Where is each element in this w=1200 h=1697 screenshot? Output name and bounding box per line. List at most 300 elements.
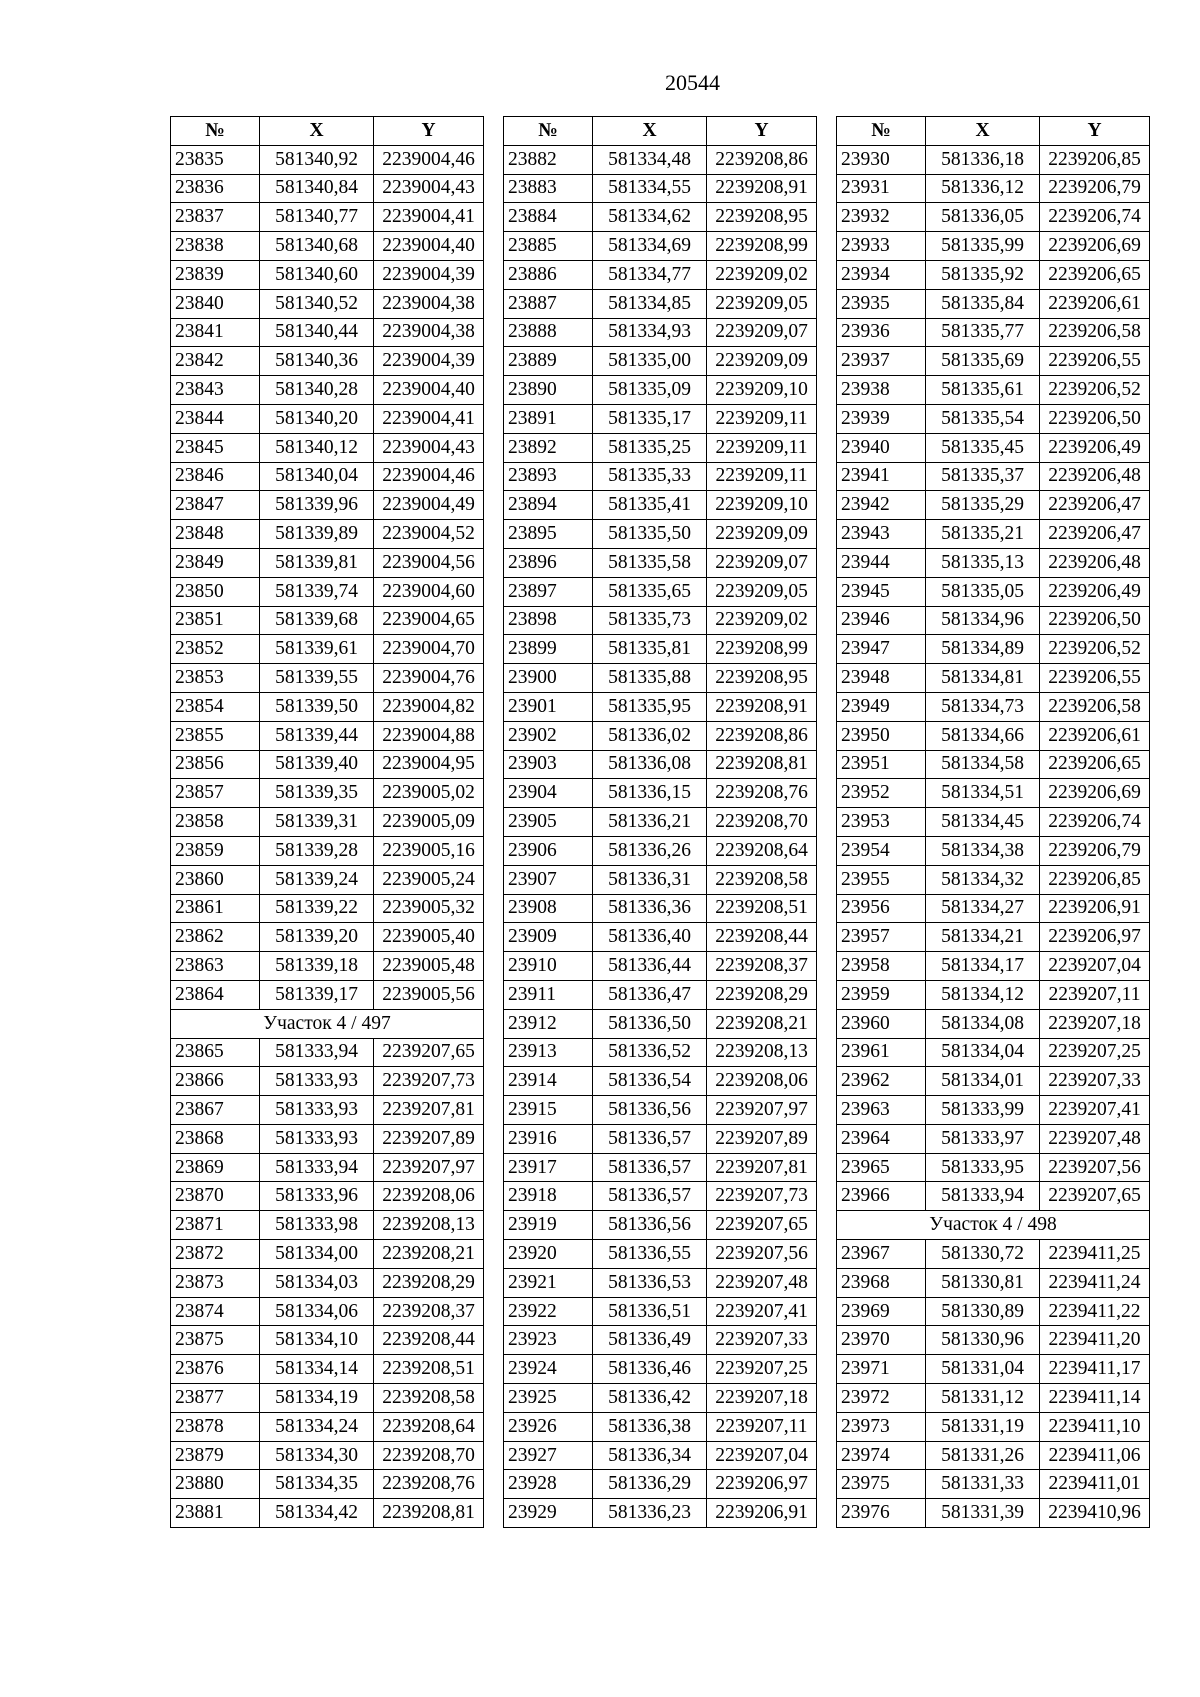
point-number: 23880: [171, 1470, 260, 1499]
point-number: 23940: [837, 433, 926, 462]
coord-x: 581333,94: [926, 1182, 1040, 1211]
point-number: 23861: [171, 894, 260, 923]
table-row: [171, 433, 484, 462]
coord-x: 581331,39: [926, 1499, 1040, 1528]
coord-x: 581335,65: [593, 577, 707, 606]
table-row: [837, 1009, 1150, 1038]
coord-x: 581334,27: [926, 894, 1040, 923]
coord-x: 581334,93: [593, 318, 707, 347]
table-row: [171, 750, 484, 779]
coord-y: 2239206,61: [1040, 289, 1150, 318]
table-row: [171, 606, 484, 635]
coord-y: 2239004,40: [374, 376, 484, 405]
coord-x: 581334,35: [260, 1470, 374, 1499]
coord-x: 581336,34: [593, 1441, 707, 1470]
table-row: [837, 1153, 1150, 1182]
table-row: [504, 548, 817, 577]
table-row: [504, 1182, 817, 1211]
point-number: 23961: [837, 1038, 926, 1067]
table-row: [504, 433, 817, 462]
point-number: 23936: [837, 318, 926, 347]
coord-x: 581336,05: [926, 203, 1040, 232]
point-number: 23844: [171, 404, 260, 433]
table-row: [837, 548, 1150, 577]
point-number: 23847: [171, 491, 260, 520]
table-row: [171, 980, 484, 1009]
coord-y: 2239206,69: [1040, 779, 1150, 808]
table-row: [504, 232, 817, 261]
coord-y: 2239206,69: [1040, 232, 1150, 261]
table-row: [504, 1211, 817, 1240]
point-number: 23958: [837, 952, 926, 981]
point-number: 23884: [504, 203, 593, 232]
coord-x: 581334,06: [260, 1297, 374, 1326]
table-row: [837, 808, 1150, 837]
point-number: 23965: [837, 1153, 926, 1182]
table-row: [504, 606, 817, 635]
point-number: 23927: [504, 1441, 593, 1470]
point-number: 23902: [504, 721, 593, 750]
point-number: 23921: [504, 1268, 593, 1297]
coord-y: 2239206,50: [1040, 606, 1150, 635]
coord-x: 581333,94: [260, 1153, 374, 1182]
point-number: 23942: [837, 491, 926, 520]
point-number: 23874: [171, 1297, 260, 1326]
coord-y: 2239207,48: [1040, 1124, 1150, 1153]
coord-x: 581334,19: [260, 1384, 374, 1413]
coord-y: 2239208,44: [374, 1326, 484, 1355]
coord-x: 581334,55: [593, 174, 707, 203]
point-number: 23903: [504, 750, 593, 779]
coord-y: 2239411,10: [1040, 1412, 1150, 1441]
coord-x: 581336,18: [926, 145, 1040, 174]
table-row: [504, 1096, 817, 1125]
point-number: 23910: [504, 952, 593, 981]
coord-x: 581336,21: [593, 808, 707, 837]
point-number: 23867: [171, 1096, 260, 1125]
coord-x: 581334,66: [926, 721, 1040, 750]
coord-y: 2239208,51: [374, 1355, 484, 1384]
point-number: 23969: [837, 1297, 926, 1326]
coord-x: 581334,85: [593, 289, 707, 318]
coord-y: 2239208,99: [707, 232, 817, 261]
table-row: [171, 1153, 484, 1182]
coord-y: 2239005,56: [374, 980, 484, 1009]
coord-y: 2239208,29: [374, 1268, 484, 1297]
table-row: [837, 635, 1150, 664]
coord-x: 581340,84: [260, 174, 374, 203]
coord-y: 2239207,56: [1040, 1153, 1150, 1182]
coord-x: 581334,21: [926, 923, 1040, 952]
table-row: [837, 174, 1150, 203]
table-row: [837, 203, 1150, 232]
coord-x: 581336,51: [593, 1297, 707, 1326]
table-row: [504, 1240, 817, 1269]
coord-y: 2239005,02: [374, 779, 484, 808]
table-row: [837, 1038, 1150, 1067]
point-number: 23859: [171, 836, 260, 865]
table-row: [171, 952, 484, 981]
coord-x: 581333,99: [926, 1096, 1040, 1125]
coord-x: 581334,69: [593, 232, 707, 261]
point-number: 23845: [171, 433, 260, 462]
coord-x: 581336,54: [593, 1067, 707, 1096]
table-row: [171, 462, 484, 491]
section-title: Участок 4 / 498: [837, 1211, 1150, 1240]
coord-y: 2239209,05: [707, 577, 817, 606]
point-number: 23907: [504, 865, 593, 894]
point-number: 23956: [837, 894, 926, 923]
point-number: 23972: [837, 1384, 926, 1413]
table-row: [504, 1009, 817, 1038]
coord-x: 581334,10: [260, 1326, 374, 1355]
table-row: [504, 923, 817, 952]
table-row: [837, 1355, 1150, 1384]
coord-x: 581334,77: [593, 260, 707, 289]
coord-y: 2239206,49: [1040, 433, 1150, 462]
coord-y: 2239206,49: [1040, 577, 1150, 606]
coord-x: 581333,94: [260, 1038, 374, 1067]
coord-y: 2239004,56: [374, 548, 484, 577]
coord-y: 2239208,76: [374, 1470, 484, 1499]
table-row: [171, 260, 484, 289]
coord-x: 581336,12: [926, 174, 1040, 203]
point-number: 23871: [171, 1211, 260, 1240]
point-number: 23930: [837, 145, 926, 174]
point-number: 23919: [504, 1211, 593, 1240]
point-number: 23929: [504, 1499, 593, 1528]
table-row: [171, 1124, 484, 1153]
point-number: 23889: [504, 347, 593, 376]
coord-y: 2239209,10: [707, 376, 817, 405]
coord-x: 581335,73: [593, 606, 707, 635]
table-header-row: [171, 117, 484, 146]
coord-y: 2239207,65: [1040, 1182, 1150, 1211]
point-number: 23895: [504, 520, 593, 549]
table-row: [837, 664, 1150, 693]
coord-x: 581334,04: [926, 1038, 1040, 1067]
table-row: [837, 1268, 1150, 1297]
coord-y: 2239208,95: [707, 664, 817, 693]
table-row: [504, 750, 817, 779]
coord-y: 2239207,04: [1040, 952, 1150, 981]
coord-x: 581340,20: [260, 404, 374, 433]
coord-x: 581335,81: [593, 635, 707, 664]
table-row: [504, 808, 817, 837]
coord-x: 581334,32: [926, 865, 1040, 894]
coord-x: 581339,40: [260, 750, 374, 779]
table-row: [171, 635, 484, 664]
coord-y: 2239207,73: [707, 1182, 817, 1211]
header-y: Y: [1040, 117, 1150, 146]
coord-x: 581339,61: [260, 635, 374, 664]
coord-y: 2239207,25: [1040, 1038, 1150, 1067]
table-row: [837, 923, 1150, 952]
table-row: [837, 433, 1150, 462]
coord-x: 581331,04: [926, 1355, 1040, 1384]
coordinates-table-3: [836, 116, 1150, 1528]
point-number: 23898: [504, 606, 593, 635]
coord-y: 2239004,38: [374, 289, 484, 318]
coord-x: 581339,18: [260, 952, 374, 981]
point-number: 23840: [171, 289, 260, 318]
table-row: [504, 1499, 817, 1528]
table-row: [504, 289, 817, 318]
header-number: №: [171, 117, 260, 146]
coord-x: 581339,24: [260, 865, 374, 894]
table-row: [504, 894, 817, 923]
coord-x: 581340,04: [260, 462, 374, 491]
table-row: [171, 1067, 484, 1096]
coord-y: 2239206,97: [707, 1470, 817, 1499]
table-row: [171, 145, 484, 174]
point-number: 23925: [504, 1384, 593, 1413]
point-number: 23870: [171, 1182, 260, 1211]
coord-x: 581333,93: [260, 1124, 374, 1153]
coord-x: 581336,29: [593, 1470, 707, 1499]
coord-x: 581335,00: [593, 347, 707, 376]
table-row: [171, 692, 484, 721]
table-row: [504, 1124, 817, 1153]
point-number: 23923: [504, 1326, 593, 1355]
table-row: [837, 1240, 1150, 1269]
point-number: 23924: [504, 1355, 593, 1384]
coord-x: 581339,81: [260, 548, 374, 577]
coord-x: 581331,33: [926, 1470, 1040, 1499]
coord-y: 2239209,09: [707, 520, 817, 549]
coord-y: 2239411,17: [1040, 1355, 1150, 1384]
point-number: 23909: [504, 923, 593, 952]
coord-y: 2239208,37: [707, 952, 817, 981]
table-row: [837, 1326, 1150, 1355]
table-row: [171, 174, 484, 203]
point-number: 23868: [171, 1124, 260, 1153]
coordinates-table-2: [503, 116, 817, 1528]
coord-y: 2239005,32: [374, 894, 484, 923]
coord-x: 581336,23: [593, 1499, 707, 1528]
coord-x: 581339,17: [260, 980, 374, 1009]
coord-y: 2239206,48: [1040, 548, 1150, 577]
coord-y: 2239208,81: [707, 750, 817, 779]
coord-x: 581336,57: [593, 1124, 707, 1153]
point-number: 23897: [504, 577, 593, 606]
point-number: 23877: [171, 1384, 260, 1413]
point-number: 23873: [171, 1268, 260, 1297]
table-row: [837, 404, 1150, 433]
table-row: [837, 952, 1150, 981]
coord-x: 581334,42: [260, 1499, 374, 1528]
coord-y: 2239208,58: [707, 865, 817, 894]
coord-y: 2239004,43: [374, 174, 484, 203]
coord-y: 2239207,89: [707, 1124, 817, 1153]
coord-x: 581340,92: [260, 145, 374, 174]
coord-x: 581335,99: [926, 232, 1040, 261]
point-number: 23912: [504, 1009, 593, 1038]
point-number: 23855: [171, 721, 260, 750]
coord-y: 2239206,85: [1040, 865, 1150, 894]
coord-x: 581335,77: [926, 318, 1040, 347]
coord-y: 2239411,25: [1040, 1240, 1150, 1269]
table-row: [837, 692, 1150, 721]
coord-y: 2239206,97: [1040, 923, 1150, 952]
point-number: 23896: [504, 548, 593, 577]
coord-y: 2239208,64: [707, 836, 817, 865]
coord-y: 2239207,25: [707, 1355, 817, 1384]
point-number: 23848: [171, 520, 260, 549]
coord-y: 2239209,11: [707, 462, 817, 491]
coord-y: 2239209,09: [707, 347, 817, 376]
point-number: 23866: [171, 1067, 260, 1096]
table-row: [504, 1441, 817, 1470]
point-number: 23838: [171, 232, 260, 261]
point-number: 23863: [171, 952, 260, 981]
coord-y: 2239206,52: [1040, 635, 1150, 664]
point-number: 23932: [837, 203, 926, 232]
coord-y: 2239207,18: [1040, 1009, 1150, 1038]
point-number: 23850: [171, 577, 260, 606]
coord-y: 2239208,91: [707, 692, 817, 721]
table-row: [837, 491, 1150, 520]
table-row: [171, 520, 484, 549]
coord-x: 581333,93: [260, 1067, 374, 1096]
coord-x: 581340,12: [260, 433, 374, 462]
point-number: 23955: [837, 865, 926, 894]
point-number: 23904: [504, 779, 593, 808]
table-row: [837, 1470, 1150, 1499]
coord-x: 581335,61: [926, 376, 1040, 405]
point-number: 23901: [504, 692, 593, 721]
coord-y: 2239411,06: [1040, 1441, 1150, 1470]
coord-y: 2239207,33: [1040, 1067, 1150, 1096]
point-number: 23883: [504, 174, 593, 203]
coord-x: 581335,29: [926, 491, 1040, 520]
point-number: 23948: [837, 664, 926, 693]
table-row: [837, 1124, 1150, 1153]
point-number: 23857: [171, 779, 260, 808]
point-number: 23852: [171, 635, 260, 664]
table-row: [171, 779, 484, 808]
table-row: [837, 232, 1150, 261]
coord-x: 581335,25: [593, 433, 707, 462]
coord-x: 581339,44: [260, 721, 374, 750]
table-row: [171, 491, 484, 520]
point-number: 23893: [504, 462, 593, 491]
table-row: [504, 1470, 817, 1499]
table-row: [837, 980, 1150, 1009]
coord-x: 581336,53: [593, 1268, 707, 1297]
coord-y: 2239206,52: [1040, 376, 1150, 405]
coord-y: 2239208,44: [707, 923, 817, 952]
coord-y: 2239209,07: [707, 548, 817, 577]
coord-y: 2239207,73: [374, 1067, 484, 1096]
table-row: [504, 145, 817, 174]
table-row: [171, 1441, 484, 1470]
point-number: 23879: [171, 1441, 260, 1470]
coord-y: 2239005,40: [374, 923, 484, 952]
table-row: [504, 664, 817, 693]
coord-y: 2239208,13: [707, 1038, 817, 1067]
table-row: [171, 865, 484, 894]
table-row: [837, 1384, 1150, 1413]
coord-x: 581333,98: [260, 1211, 374, 1240]
point-number: 23885: [504, 232, 593, 261]
table-row: [171, 1297, 484, 1326]
point-number: 23906: [504, 836, 593, 865]
coord-y: 2239004,95: [374, 750, 484, 779]
table-row: [837, 779, 1150, 808]
coord-x: 581339,50: [260, 692, 374, 721]
coord-x: 581335,54: [926, 404, 1040, 433]
coord-x: 581336,55: [593, 1240, 707, 1269]
coord-y: 2239209,07: [707, 318, 817, 347]
coord-x: 581336,40: [593, 923, 707, 952]
coord-x: 581331,12: [926, 1384, 1040, 1413]
coord-y: 2239207,89: [374, 1124, 484, 1153]
point-number: 23860: [171, 865, 260, 894]
table-row: [171, 232, 484, 261]
header-number: №: [504, 117, 593, 146]
point-number: 23937: [837, 347, 926, 376]
coord-x: 581339,35: [260, 779, 374, 808]
coord-y: 2239410,96: [1040, 1499, 1150, 1528]
point-number: 23864: [171, 980, 260, 1009]
coord-y: 2239206,48: [1040, 462, 1150, 491]
coord-y: 2239206,91: [1040, 894, 1150, 923]
coord-x: 581330,96: [926, 1326, 1040, 1355]
coord-y: 2239207,65: [707, 1211, 817, 1240]
point-number: 23951: [837, 750, 926, 779]
point-number: 23976: [837, 1499, 926, 1528]
point-number: 23934: [837, 260, 926, 289]
coord-y: 2239208,70: [707, 808, 817, 837]
coord-y: 2239208,64: [374, 1412, 484, 1441]
section-row: [171, 1009, 484, 1038]
point-number: 23862: [171, 923, 260, 952]
coord-y: 2239004,39: [374, 347, 484, 376]
point-number: 23890: [504, 376, 593, 405]
coord-x: 581336,57: [593, 1153, 707, 1182]
table-row: [837, 145, 1150, 174]
coord-y: 2239208,29: [707, 980, 817, 1009]
point-number: 23865: [171, 1038, 260, 1067]
coord-y: 2239206,65: [1040, 750, 1150, 779]
point-number: 23938: [837, 376, 926, 405]
coord-y: 2239208,58: [374, 1384, 484, 1413]
coord-x: 581340,36: [260, 347, 374, 376]
coord-x: 581336,15: [593, 779, 707, 808]
coord-y: 2239005,24: [374, 865, 484, 894]
coord-x: 581340,28: [260, 376, 374, 405]
coord-x: 581335,09: [593, 376, 707, 405]
coord-y: 2239004,82: [374, 692, 484, 721]
coord-x: 581334,62: [593, 203, 707, 232]
table-row: [837, 865, 1150, 894]
table-row: [504, 203, 817, 232]
coord-y: 2239004,41: [374, 404, 484, 433]
table-row: [837, 462, 1150, 491]
coord-y: 2239207,81: [374, 1096, 484, 1125]
coord-x: 581333,93: [260, 1096, 374, 1125]
coord-y: 2239207,97: [374, 1153, 484, 1182]
point-number: 23952: [837, 779, 926, 808]
coord-y: 2239207,18: [707, 1384, 817, 1413]
table-row: [837, 836, 1150, 865]
coord-x: 581335,13: [926, 548, 1040, 577]
coord-y: 2239004,46: [374, 462, 484, 491]
table-row: [504, 1038, 817, 1067]
coord-y: 2239004,41: [374, 203, 484, 232]
point-number: 23962: [837, 1067, 926, 1096]
